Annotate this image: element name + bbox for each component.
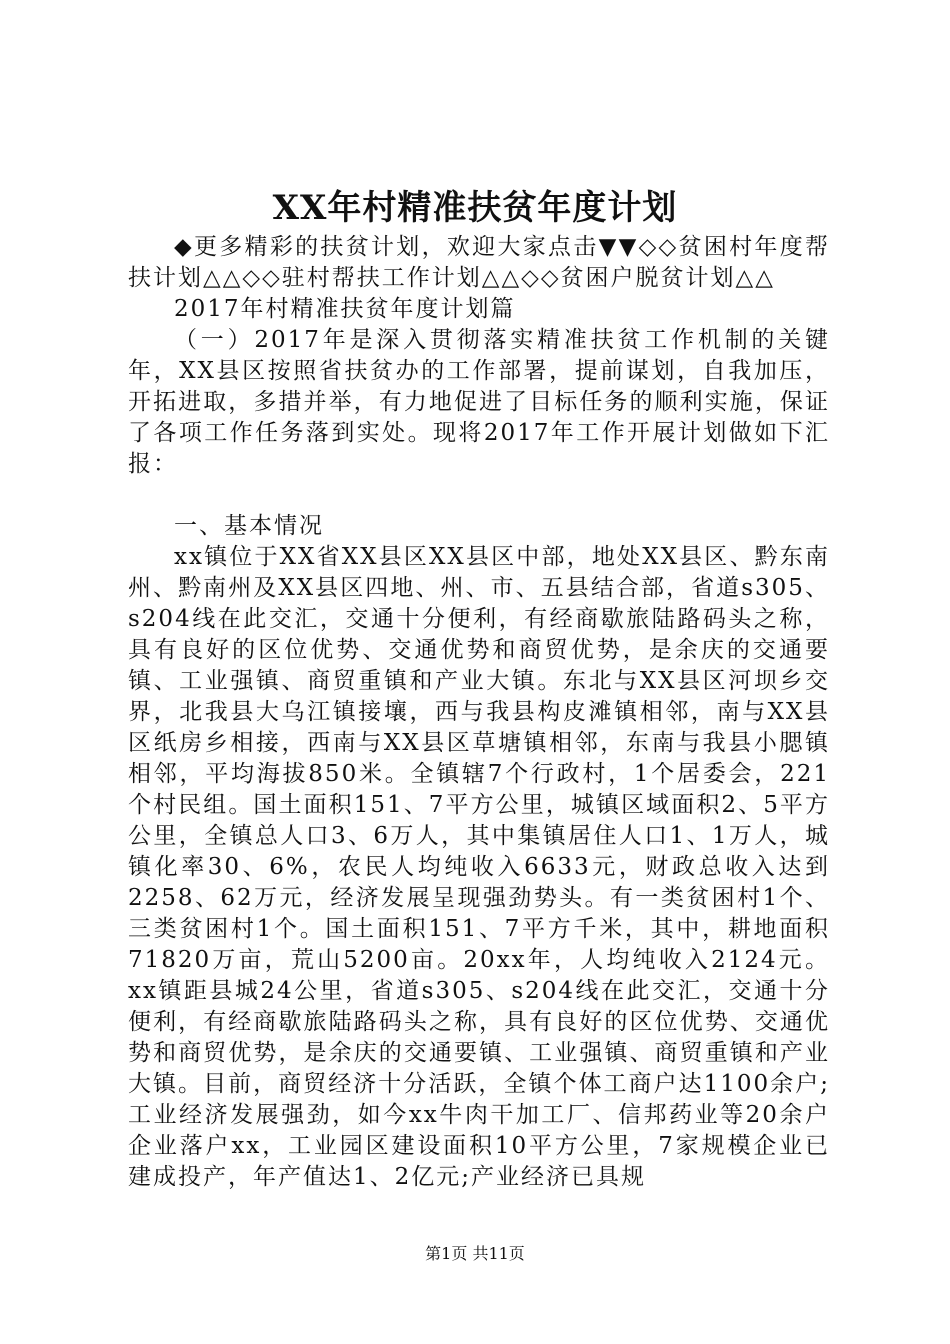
intro-paragraph: （一）2017年是深入贯彻落实精准扶贫工作机制的关键年，XX县区按照省扶贫办的工作部署，提前谋划，自我加压，开拓进取，多措并举，有力地促进了目标任务的顺利实施，保证了各项工作任务落到实处。现将2017年工作开展计划做如下汇报： [128, 327, 830, 477]
page-footer: 第1页 共11页 [425, 1244, 525, 1263]
document-body [128, 232, 830, 1193]
heading-basic-situation: 一、基本情况 [174, 513, 324, 539]
section-title: 2017年村精准扶贫年度计划篇 [174, 296, 516, 322]
promo-paragraph: ◆更多精彩的扶贫计划，欢迎大家点击▼▼◇◇贫困村年度帮扶计划△△◇◇驻村帮扶工作计划△△◇◇贫困户脱贫计划△△ [128, 234, 830, 291]
basic-situation-paragraph: xx镇位于XX省XX县区XX县区中部，地处XX县区、黔东南州、黔南州及XX县区四地、州、市、五县结合部，省道s305、s204线在此交汇，交通十分便利，有经商歇旅陆路码头之称，具有良好的区位优势、交通优势和商贸优势，是余庆的交通要镇、工业强镇、商贸重镇和产业大镇。东北与XX县区河坝乡交界，北我县大乌江镇接壤，西与我县构皮滩镇相邻，南与XX县区纸房乡相接，西南与XX县区草塘镇相邻，东南与我县小腮镇相邻，平均海拔850米。全镇辖7个行政村，1个居委会，221个村民组。国土面积151、7平方公里，城镇区域面积2、5平方公里，全镇总人口3、6万人，其中集镇居住人口1、1万人，城镇化率30、6%，农民人均纯收入6633元，财政总收入达到2258、62万元，经济发展呈现强劲势头。有一类贫困村1个、三类贫困村1个。国土面积151、7平方千米，其中，耕地面积71820万亩，荒山5200亩。20xx年，人均纯收入2124元。xx镇距县城24公里，省道s305、s204线在此交汇，交通十分便利，有经商歇旅陆路码头之称，具有良好的区位优势、交通优势和商贸优势，是余庆的交通要镇、工业强镇、商贸重镇和产业大镇。目前，商贸经济十分活跃，全镇个体工商户达1100余户;工业经济发展强劲，如今xx牛肉干加工厂、信邦药业等20余户企业落户xx，工业园区建设面积10平方公里，7家规模企业已建成投产，年产值达1、2亿元;产业经济已具规 [128, 544, 830, 1190]
document-title: XX年村精准扶贫年度计划 [272, 188, 678, 228]
